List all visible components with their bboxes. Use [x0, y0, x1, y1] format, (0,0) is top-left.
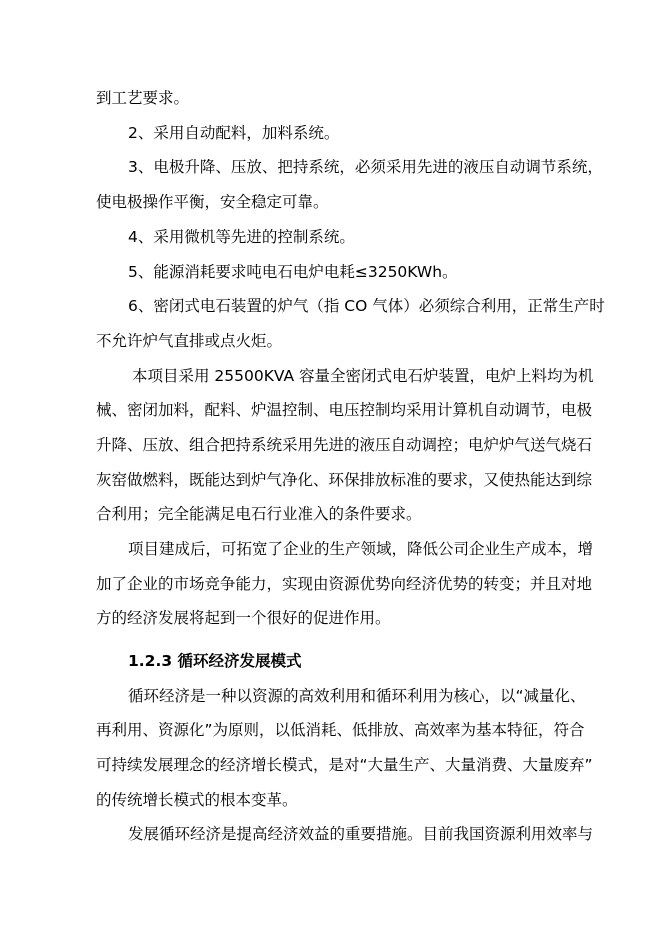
text-line: 可持续发展理念的经济增长模式，是对“大量生产、大量消费、大量废弃”	[96, 756, 593, 774]
text-line: 加了企业的市场竞争能力，实现由资源优势向经济优势的转变；并且对地	[96, 575, 593, 593]
text-line: 械、密闭加料，配料、炉温控制、电压控制均采用计算机自动调节，电极	[96, 401, 593, 419]
text-line: 循环经济是一种以资源的高效利用和循环利用为核心，以“减量化、	[128, 687, 586, 705]
text-line: 使电极操作平衡，安全稳定可靠。	[96, 193, 329, 211]
text-line: 再利用、资源化”为原则，以低消耗、低排放、高效率为基本特征，符合	[96, 721, 585, 739]
text-line: 的传统增长模式的根本变革。	[96, 791, 298, 809]
text-line: 2、采用自动配料，加料系统。	[128, 124, 340, 142]
text-line: 灰窑做燃料，既能达到炉气净化、环保排放标准的要求，又使热能达到综	[96, 471, 593, 489]
text-line: 项目建成后，可拓宽了企业的生产领域，降低公司企业生产成本，增	[128, 540, 594, 558]
text-line: 合利用；完全能满足电石行业准入的条件要求。	[96, 505, 422, 523]
text-line: 6、密闭式电石装置的炉气（指 CO 气体）必须综合利用，正常生产时	[128, 297, 605, 315]
text-line: 5、能源消耗要求吨电石电炉电耗≤3250KWh。	[128, 263, 458, 281]
text-line: 不允许炉气直排或点火炬。	[96, 332, 283, 350]
text-line: 方的经济发展将起到一个很好的促进作用。	[96, 609, 391, 627]
text-line: 本项目采用 25500KVA 容量全密闭式电石炉装置，电炉上料均为机	[132, 367, 594, 385]
text-line: 升降、压放、组合把持系统采用先进的液压自动调控；电炉炉气送气烧石	[96, 436, 593, 454]
text-line: 3、电极升降、压放、把持系统，必须采用先进的液压自动调节系统，	[128, 158, 603, 176]
text-line: 到工艺要求。	[96, 89, 190, 107]
text-line: 发展循环经济是提高经济效益的重要措施。目前我国资源利用效率与	[128, 825, 594, 843]
text-line: 4、采用微机等先进的控制系统。	[128, 228, 355, 246]
section-heading: 1.2.3 循环经济发展模式	[128, 652, 302, 670]
